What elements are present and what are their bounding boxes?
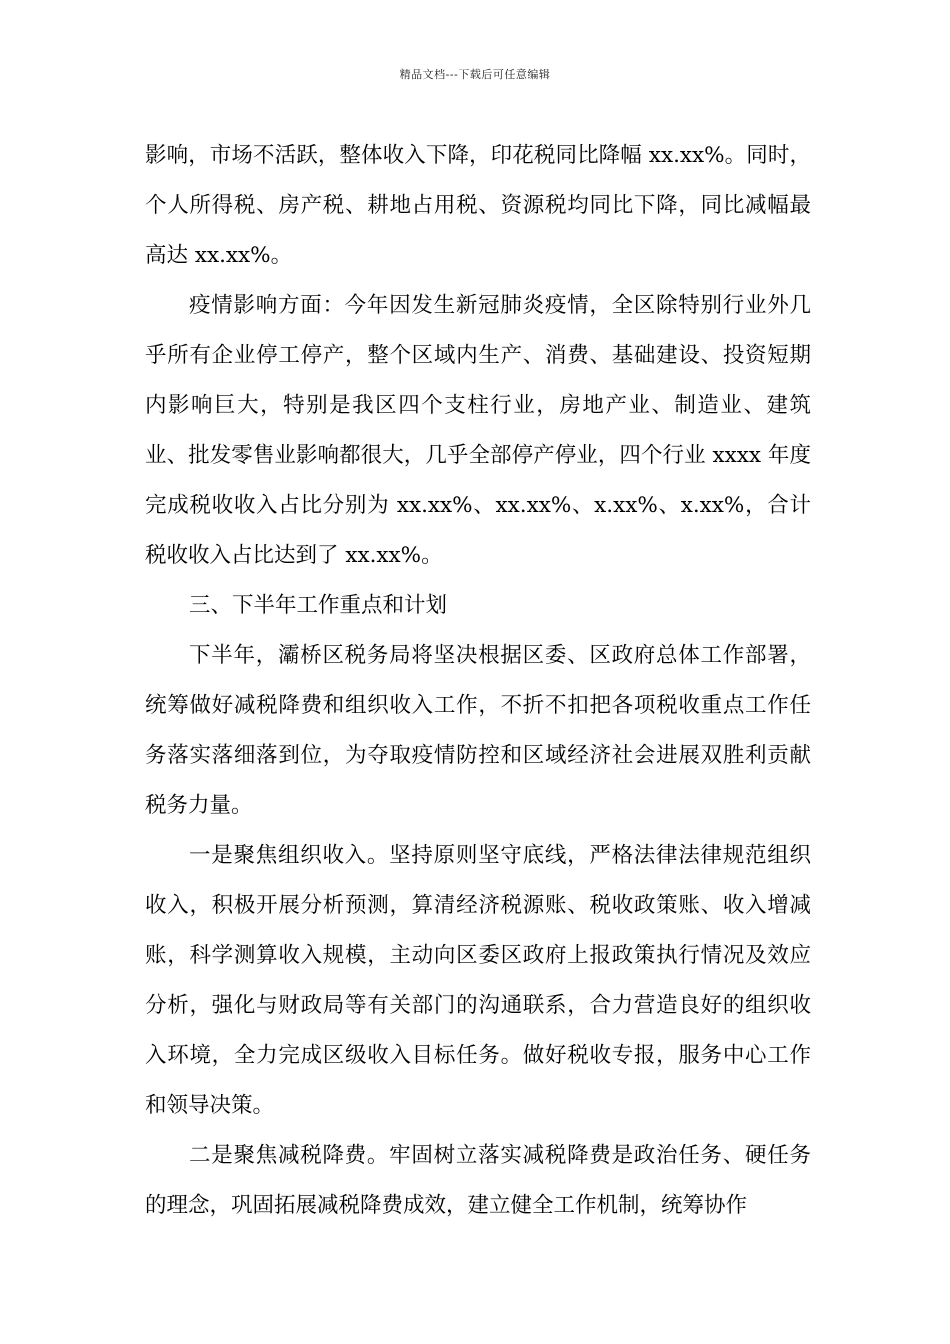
paragraph-point-two: 二是聚焦减税降费。牢固树立落实减税降费是政治任务、硬任务的理念，巩固拓展减税降费成效，建立健全工作机制，统筹协作	[145, 1143, 811, 1218]
paragraph-stamp-tax: 影响，市场不活跃，整体收入下降，印花税同比降幅 xx.xx%。同时，个人所得税、房产税、耕地占用税、资源税均同比下降，同比减幅最高达 xx.xx%。	[145, 143, 811, 268]
paragraph-second-half-plan: 下半年，灞桥区税务局将坚决根据区委、区政府总体工作部署，统筹做好减税降费和组织收入工作，不折不扣把各项税收重点工作任务落实落细落到位，为夺取疫情防控和区域经济社会进展双胜利贡献税务力量。	[145, 643, 811, 818]
paragraph-epidemic-impact: 疫情影响方面：今年因发生新冠肺炎疫情，全区除特别行业外几乎所有企业停工停产，整个区域内生产、消费、基础建设、投资短期内影响巨大，特别是我区四个支柱行业，房地产业、制造业、建筑业、批发零售业影响都很大，几乎全部停产停业，四个行业 xxxx 年度完成税收收入占比分别为 xx.xx%、xx.xx%、x.xx%、x.xx%，合计税收收入占比达到了 xx.xx%。	[145, 293, 811, 568]
paragraph-point-one: 一是聚焦组织收入。坚持原则坚守底线，严格法律法律规范组织收入，积极开展分析预测，算清经济税源账、税收政策账、收入增减账，科学测算收入规模，主动向区委区政府上报政策执行情况及效应分析，强化与财政局等有关部门的沟通联系，合力营造良好的组织收入环境，全力完成区级收入目标任务。做好税收专报，服务中心工作和领导决策。	[145, 843, 811, 1118]
page-header: 精品文档---下载后可任意编辑	[399, 68, 551, 81]
section-heading-three: 三、下半年工作重点和计划	[189, 593, 448, 618]
document-body	[145, 131, 811, 1231]
